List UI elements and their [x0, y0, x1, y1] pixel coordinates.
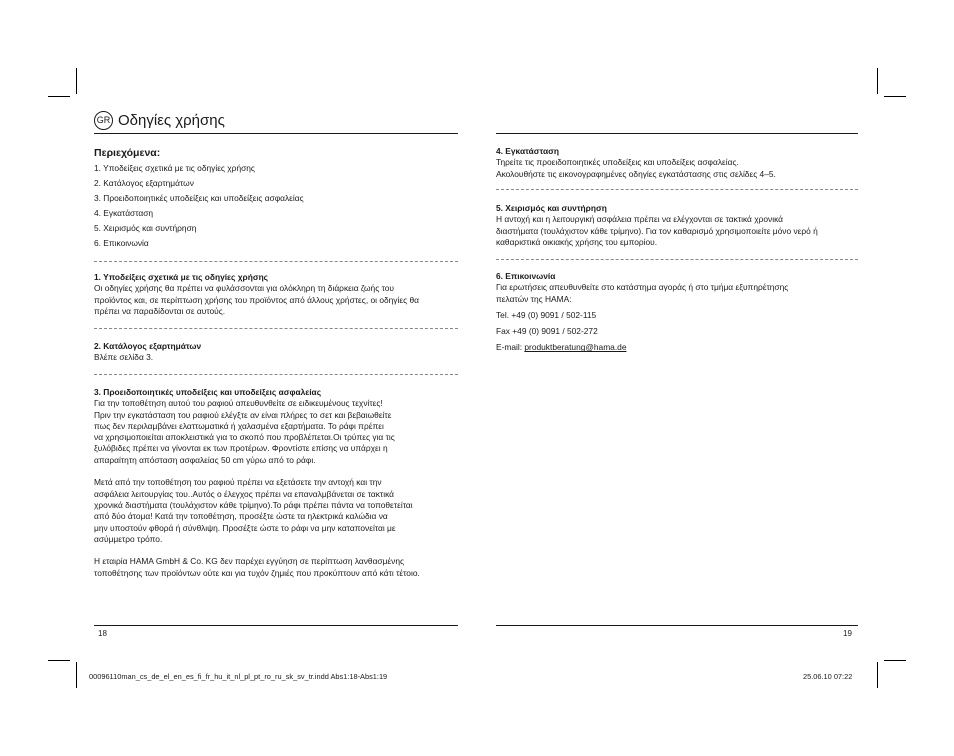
- toc-item: 5. Χειρισμός και συντήρηση: [94, 223, 197, 233]
- body-line: πρέπει να παραδίδονται σε αυτούς.: [94, 305, 226, 316]
- body-line: χρονικά διαστήματα (τουλάχιστον κάθε τρίμηνο).Το ράφι πρέπει πάντα να τοποθετείται: [94, 499, 413, 510]
- toc-list: [94, 163, 304, 253]
- footer-date: 25.06.10 07:22: [803, 672, 853, 681]
- section-4: [496, 146, 866, 180]
- body-line: Ακολουθήστε τις εικονογραφημένες οδηγίες εγκατάστασης στις σελίδες 4–5.: [496, 168, 776, 179]
- toc-item: 1. Υποδείξεις σχετικά με τις οδηγίες χρήσης: [94, 163, 255, 173]
- body-line: πελατών της HAMA:: [496, 293, 572, 304]
- section-2: [94, 341, 464, 364]
- section-heading: 3. Προειδοποιητικές υποδείξεις και υποδείξεις ασφαλείας: [94, 387, 322, 397]
- crop-mark: [48, 660, 70, 661]
- section-heading: 2. Κατάλογος εξαρτημάτων: [94, 341, 202, 351]
- toc-item: 3. Προειδοποιητικές υποδείξεις και υποδείξεις ασφαλείας: [94, 193, 304, 203]
- section-divider: [496, 189, 858, 190]
- body-line: ξυλόβιδες πρέπει να γίνονται εκ των προτέρων. Φροντίστε επίσης να υπάρχει η: [94, 443, 388, 454]
- header-rule: [94, 133, 458, 134]
- footer-filename: 00096110man_cs_de_el_en_es_fi_fr_hu_it_nl_pl_pt_ro_ru_sk_sv_tr.indd Abs1:18-Abs1:19: [89, 672, 388, 681]
- section-divider: [94, 261, 458, 262]
- body-line: πως δεν περιλαμβάνει ελαττωματικά ή χαλασμένα εξαρτήματα. Το ράφι πρέπει: [94, 420, 384, 431]
- email-link[interactable]: produktberatung@hama.de: [524, 342, 627, 353]
- crop-mark: [76, 662, 77, 688]
- section-heading: 1. Υποδείξεις σχετικά με τις οδηγίες χρήσης: [94, 272, 269, 282]
- section-divider: [94, 328, 458, 329]
- body-line: Πριν την εγκατάσταση του ραφιού ελέγξτε αν είναι πλήρες το σετ και βεβαιωθείτε: [94, 409, 392, 420]
- section-divider: [496, 259, 858, 260]
- section-heading: 4. Εγκατάσταση: [496, 146, 559, 156]
- section-heading: 6. Επικοινωνία: [496, 271, 556, 281]
- body-line: Μετά από την τοποθέτηση του ραφιού πρέπει να εξετάσετε την αντοχή και την: [94, 477, 382, 488]
- body-line: να χρησιμοποιείται αποκλειστικά για το σκοπό που προβλέπεται.Οι τρύπες για τις: [94, 432, 395, 443]
- body-line: Για την τοποθέτηση αυτού του ραφιού απευθυνθείτε σε ειδικευμένους τεχνίτες!: [94, 398, 383, 409]
- crop-mark: [76, 68, 77, 94]
- page-title: Οδηγίες χρήσης: [118, 112, 225, 129]
- page-header: [94, 111, 225, 130]
- section-3: [94, 387, 464, 579]
- body-line: απαραίτητη απόσταση ασφαλείας 50 cm γύρω από το ράφι.: [94, 454, 316, 465]
- body-line: ασφάλεια λειτουργίας του..Αυτός ο έλεγχος πρέπει να επαναλμβάνεται σε τακτικά: [94, 488, 395, 499]
- fax-number: Fax +49 (0) 9091 / 502-272: [496, 326, 598, 337]
- body-line: ασύμμετρο τρόπο.: [94, 533, 163, 544]
- email-line: [496, 342, 866, 353]
- body-line: Οι οδηγίες χρήσης θα πρέπει να φυλάσσονται για ολόκληρη τη διάρκεια ζωής του: [94, 283, 395, 294]
- section-6: [496, 271, 866, 354]
- body-line: μην υποστούν φθορά ή σύνθλιψη. Προσέξτε ώστε το ράφι να μην καταπονείται με: [94, 522, 396, 533]
- crop-mark: [48, 96, 70, 97]
- body-line: διαστήματα (τουλάχιστον κάθε τρίμηνο). Για τον καθαρισμό χρησιμοποιείτε μόνο νερό ή: [496, 225, 818, 236]
- toc-title: Περιεχόμενα:: [94, 147, 161, 159]
- section-1: [94, 272, 464, 317]
- toc-item: 6. Επικοινωνία: [94, 238, 149, 248]
- body-line: προϊόντος και, σε περίπτωση χρήσης του προϊόντος από άλλους χρήστες, οι οδηγίες θα: [94, 294, 419, 305]
- crop-mark: [877, 68, 878, 94]
- body-line: Για ερωτήσεις απευθυνθείτε στο κατάστημα αγοράς ή στο τμήμα εξυπηρέτησης: [496, 282, 789, 293]
- body-line: καθαριστικά οικιακής χρήσης του εμπορίου.: [496, 236, 658, 247]
- footer-rule: [94, 625, 458, 626]
- toc-item: 2. Κατάλογος εξαρτημάτων: [94, 178, 194, 188]
- header-rule: [496, 133, 858, 134]
- page-number-right: 19: [843, 629, 852, 638]
- toc-item: 4. Εγκατάσταση: [94, 208, 154, 218]
- language-badge: GR: [94, 111, 113, 130]
- footer-rule: [496, 625, 858, 626]
- section-5: [496, 203, 866, 248]
- crop-mark: [877, 662, 878, 688]
- body-line: από δύο άτομα! Κατά την τοποθέτηση, προσέξτε ώστε τα ηλεκτρικά καλώδια να: [94, 511, 388, 522]
- section-heading: 5. Χειρισμός και συντήρηση: [496, 203, 607, 213]
- crop-mark: [884, 660, 906, 661]
- section-divider: [94, 374, 458, 375]
- crop-mark: [884, 96, 906, 97]
- page-number-left: 18: [98, 629, 107, 638]
- body-line: Τηρείτε τις προειδοποιητικές υποδείξεις και υποδείξεις ασφαλείας.: [496, 157, 739, 168]
- phone-number: Tel. +49 (0) 9091 / 502-115: [496, 309, 597, 320]
- body-line: Η αντοχή και η λειτουργική ασφάλεια πρέπει να ελέγχονται σε τακτικά χρονικά: [496, 214, 784, 225]
- body-line: Η εταιρία HAMA GmbH & Co. KG δεν παρέχει εγγύηση σε περίπτωση λανθασμένης: [94, 556, 405, 567]
- body-line: τοποθέτησης των προϊόντων ούτε και για τυχόν ζημιές που προκύπτουν από κάτι τέτοιο.: [94, 567, 420, 578]
- email-label: E-mail:: [496, 342, 525, 353]
- body-line: Βλέπε σελίδα 3.: [94, 352, 154, 363]
